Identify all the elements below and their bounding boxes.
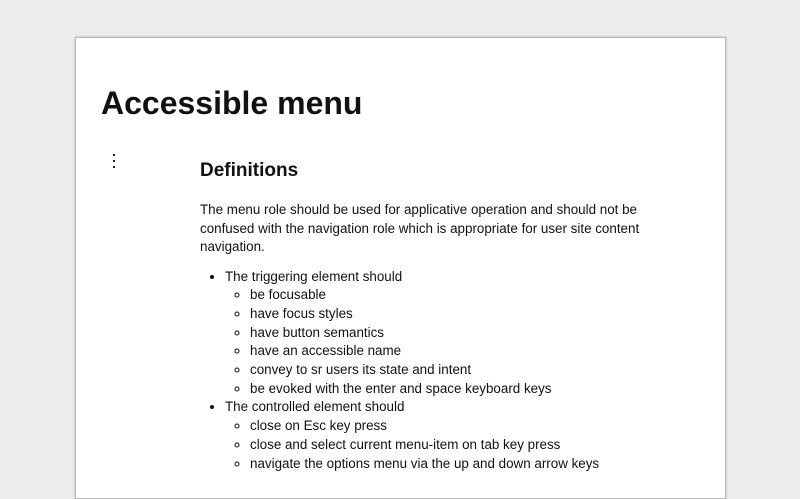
- dot: [113, 160, 115, 162]
- list-item-controlled-element: [225, 398, 690, 473]
- list-item-triggering-element: [225, 268, 690, 399]
- dot: [113, 166, 115, 168]
- list-item: ◦ be evoked with the enter and space keyboard keys: [250, 380, 690, 399]
- list-item: ◦ convey to sr users its state and intent: [250, 361, 690, 380]
- page-title: Accessible menu: [101, 85, 363, 121]
- requirements-list: [200, 268, 690, 474]
- list-item: ◦ navigate the options menu via the up and down arrow keys: [250, 455, 690, 474]
- list-item: ◦ close on Esc key press: [250, 417, 690, 436]
- definitions-section: [200, 158, 690, 473]
- list-item: ◦ have an accessible name: [250, 342, 690, 361]
- list-item: ◦ have button semantics: [250, 324, 690, 343]
- dot: [113, 154, 115, 156]
- list-item: ◦ close and select current menu-item on tab key press: [250, 436, 690, 455]
- sub-list: [225, 286, 690, 398]
- list-item-label: The triggering element should: [225, 268, 403, 284]
- kebab-vertical-icon[interactable]: [110, 154, 118, 168]
- section-title: Definitions: [200, 160, 299, 181]
- document-card: [75, 37, 726, 499]
- list-item: ◦ have focus styles: [250, 305, 690, 324]
- list-item-label: The controlled element should: [225, 399, 405, 415]
- intro-paragraph: The menu role should be used for applicative operation and should not be confused with the navigation role which is appropriate for user site content navigation.: [200, 202, 640, 254]
- sub-list: [225, 417, 690, 473]
- list-item: ◦ be focusable: [250, 286, 690, 305]
